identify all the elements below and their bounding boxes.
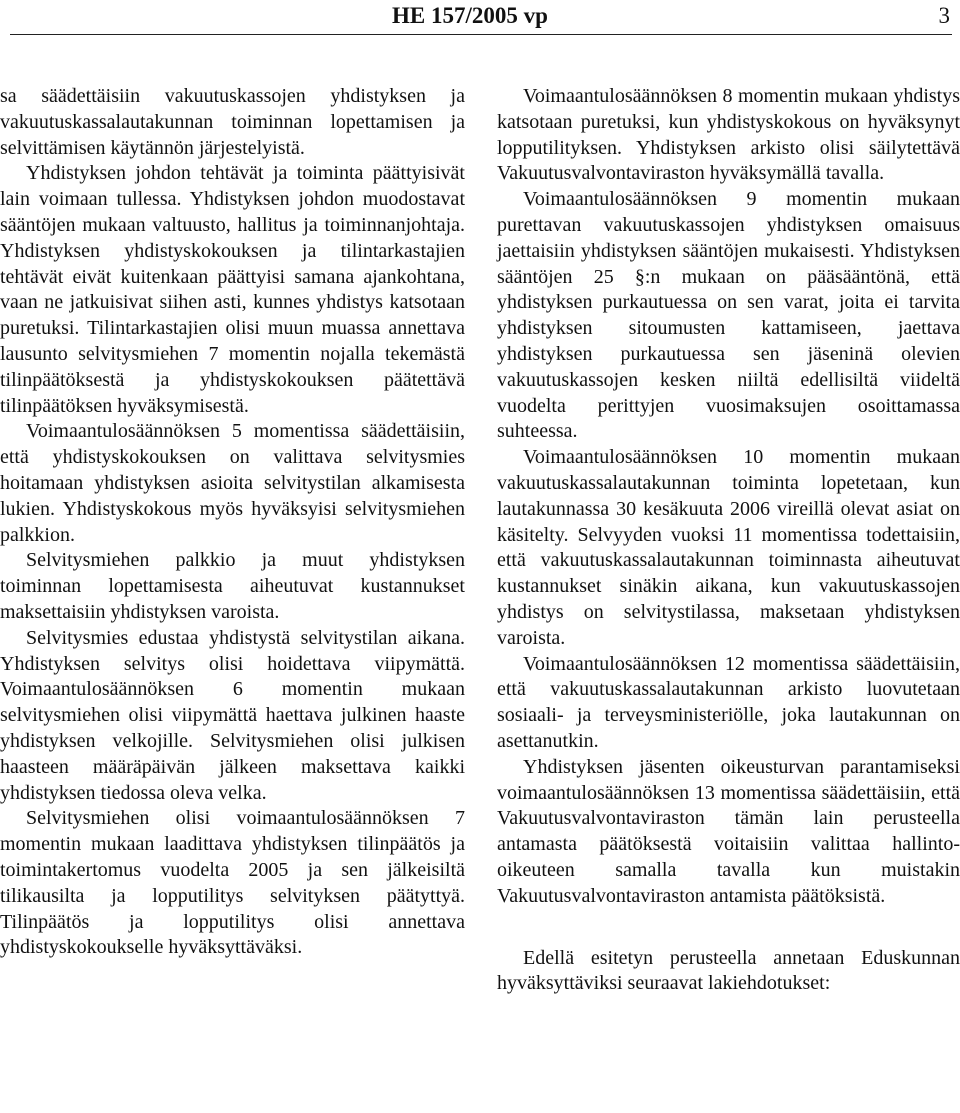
right-paragraph-2: Voimaantulosäännöksen 9 momentin mukaan purettavan vakuutuskassojen yhdistyksen omaisuus jaettaisiin yhdistyksen sääntöjen mukaisesti. Yhdistyksen sääntöjen 25 §:n mukaan on pääsääntönä, että yhdistyksen purkautuessa on sen varat, joita ei tarvita yhdistyksen sitoumusten kattamiseen, jaettava yhdistyksen purkautuessa sen jäseninä olevien vakuutuskassojen kesken niiltä edellisiltä viideltä vuodelta perittyjen vuosimaksujen osoittamassa suhteessa. (497, 188, 960, 443)
page-header (0, 0, 960, 34)
right-paragraph-4: Voimaantulosäännöksen 12 momentissa säädettäisiin, että vakuutuskassalautakunnan arkisto luovutetaan sosiaali- ja terveysministeriölle, joka lautakunnan on asettanutkin. (497, 652, 960, 752)
left-paragraph-6: Selvitysmiehen olisi voimaantulosäännöksen 7 momentin mukaan laadittava yhdistyksen tilinpäätös ja toimintakertomus vuodelta 2005 ja sen jälkeisiltä tilikausilta ja lopputilitys selvityksen päätyttyä. Tilinpäätös ja lopputilitys olisi annettava yhdistyskokoukselle hyväksyttäväksi. (0, 807, 465, 959)
left-column (0, 84, 465, 961)
document-id: HE 157/2005 vp (392, 3, 548, 28)
left-paragraph-2: Yhdistyksen johdon tehtävät ja toiminta päättyisivät lain voimaan tullessa. Yhdistyksen johdon muodostavat sääntöjen mukaan valtuusto, hallitus ja toiminnanjohtaja. Yhdistyksen yhdistyskokouksen ja tilintarkastajien tehtävät eivät kuitenkaan päättyisi samana ajankohtana, vaan ne jatkuisivat siihen asti, kunnes yhdistys katsotaan puretuksi. Tilintarkastajien olisi muun muassa annettava lausunto selvitysmiehen 7 momentin nojalla tekemästä tilinpäätöksestä ja yhdistyskokouksen päätettävä tilinpäätöksen hyväksymisestä. (0, 162, 465, 417)
right-paragraph-5: Yhdistyksen jäsenten oikeusturvan parantamiseksi voimaantulosäännöksen 13 momentissa säädettäisiin, että Vakuutusvalvontaviraston tämän lain perusteella antamasta päätöksestä voitaisiin valittaa hallinto-oikeuteen samalla tavalla kun muistakin Vakuutusvalvontaviraston antamista päätöksistä. (497, 755, 960, 907)
left-paragraph-4: Selvitysmiehen palkkio ja muut yhdistyksen toiminnan lopettamisesta aiheutuvat kustannukset maksettaisiin yhdistyksen varoista. (0, 549, 465, 623)
left-paragraph-3: Voimaantulosäännöksen 5 momentissa säädettäisiin, että yhdistyskokouksen on valittava selvitysmies hoitamaan yhdistyksen asioita selvitystilan alkamisesta lukien. Yhdistyskokous myös hyväksyisi selvitysmiehen palkkion. (0, 420, 465, 546)
left-paragraph-1: sa säädettäisiin vakuutuskassojen yhdistyksen ja vakuutuskassalautakunnan toiminnan lopettamisen ja selvittämisen käytännön järjestelyistä. (0, 85, 465, 159)
right-paragraph-3: Voimaantulosäännöksen 10 momentin mukaan vakuutuskassalautakunnan toiminta lopetetaan, kun lautakunnassa 30 kesäkuuta 2006 vireillä olevat asiat on käsitelty. Selvyyden vuoksi 11 momentissa todettaisiin, että vakuutuskassalautakunnan toiminnasta aiheutuvat kustannukset sinäkin aikana, kun vakuutuskassojen yhdistys on selvitystilassa, maksetaan yhdistyksen varoista. (497, 446, 960, 649)
paragraph-spacer (497, 910, 960, 946)
right-paragraph-6: Edellä esitetyn perusteella annetaan Eduskunnan hyväksyttäviksi seuraavat lakiehdotukset: (497, 946, 960, 995)
right-column (497, 84, 960, 997)
page-number: 3 (938, 3, 950, 28)
left-paragraph-5: Selvitysmies edustaa yhdistystä selvitystilan aikana. Yhdistyksen selvitys olisi hoidettava viipymättä. Voimaantulosäännöksen 6 momentin mukaan selvitysmiehen olisi viipymättä haettava julkinen haaste yhdistyksen velkojille. Selvitysmiehen olisi julkisen haasteen määräpäivän jälkeen maksettava kaikki yhdistyksen tiedossa oleva velka. (0, 626, 465, 804)
right-paragraph-1: Voimaantulosäännöksen 8 momentin mukaan yhdistys katsotaan puretuksi, kun yhdistyskokous on hyväksynyt lopputilityksen. Yhdistyksen arkisto olisi säilytettävä Vakuutusvalvontaviraston hyväksymällä tavalla. (497, 85, 960, 185)
header-rule (10, 34, 952, 35)
